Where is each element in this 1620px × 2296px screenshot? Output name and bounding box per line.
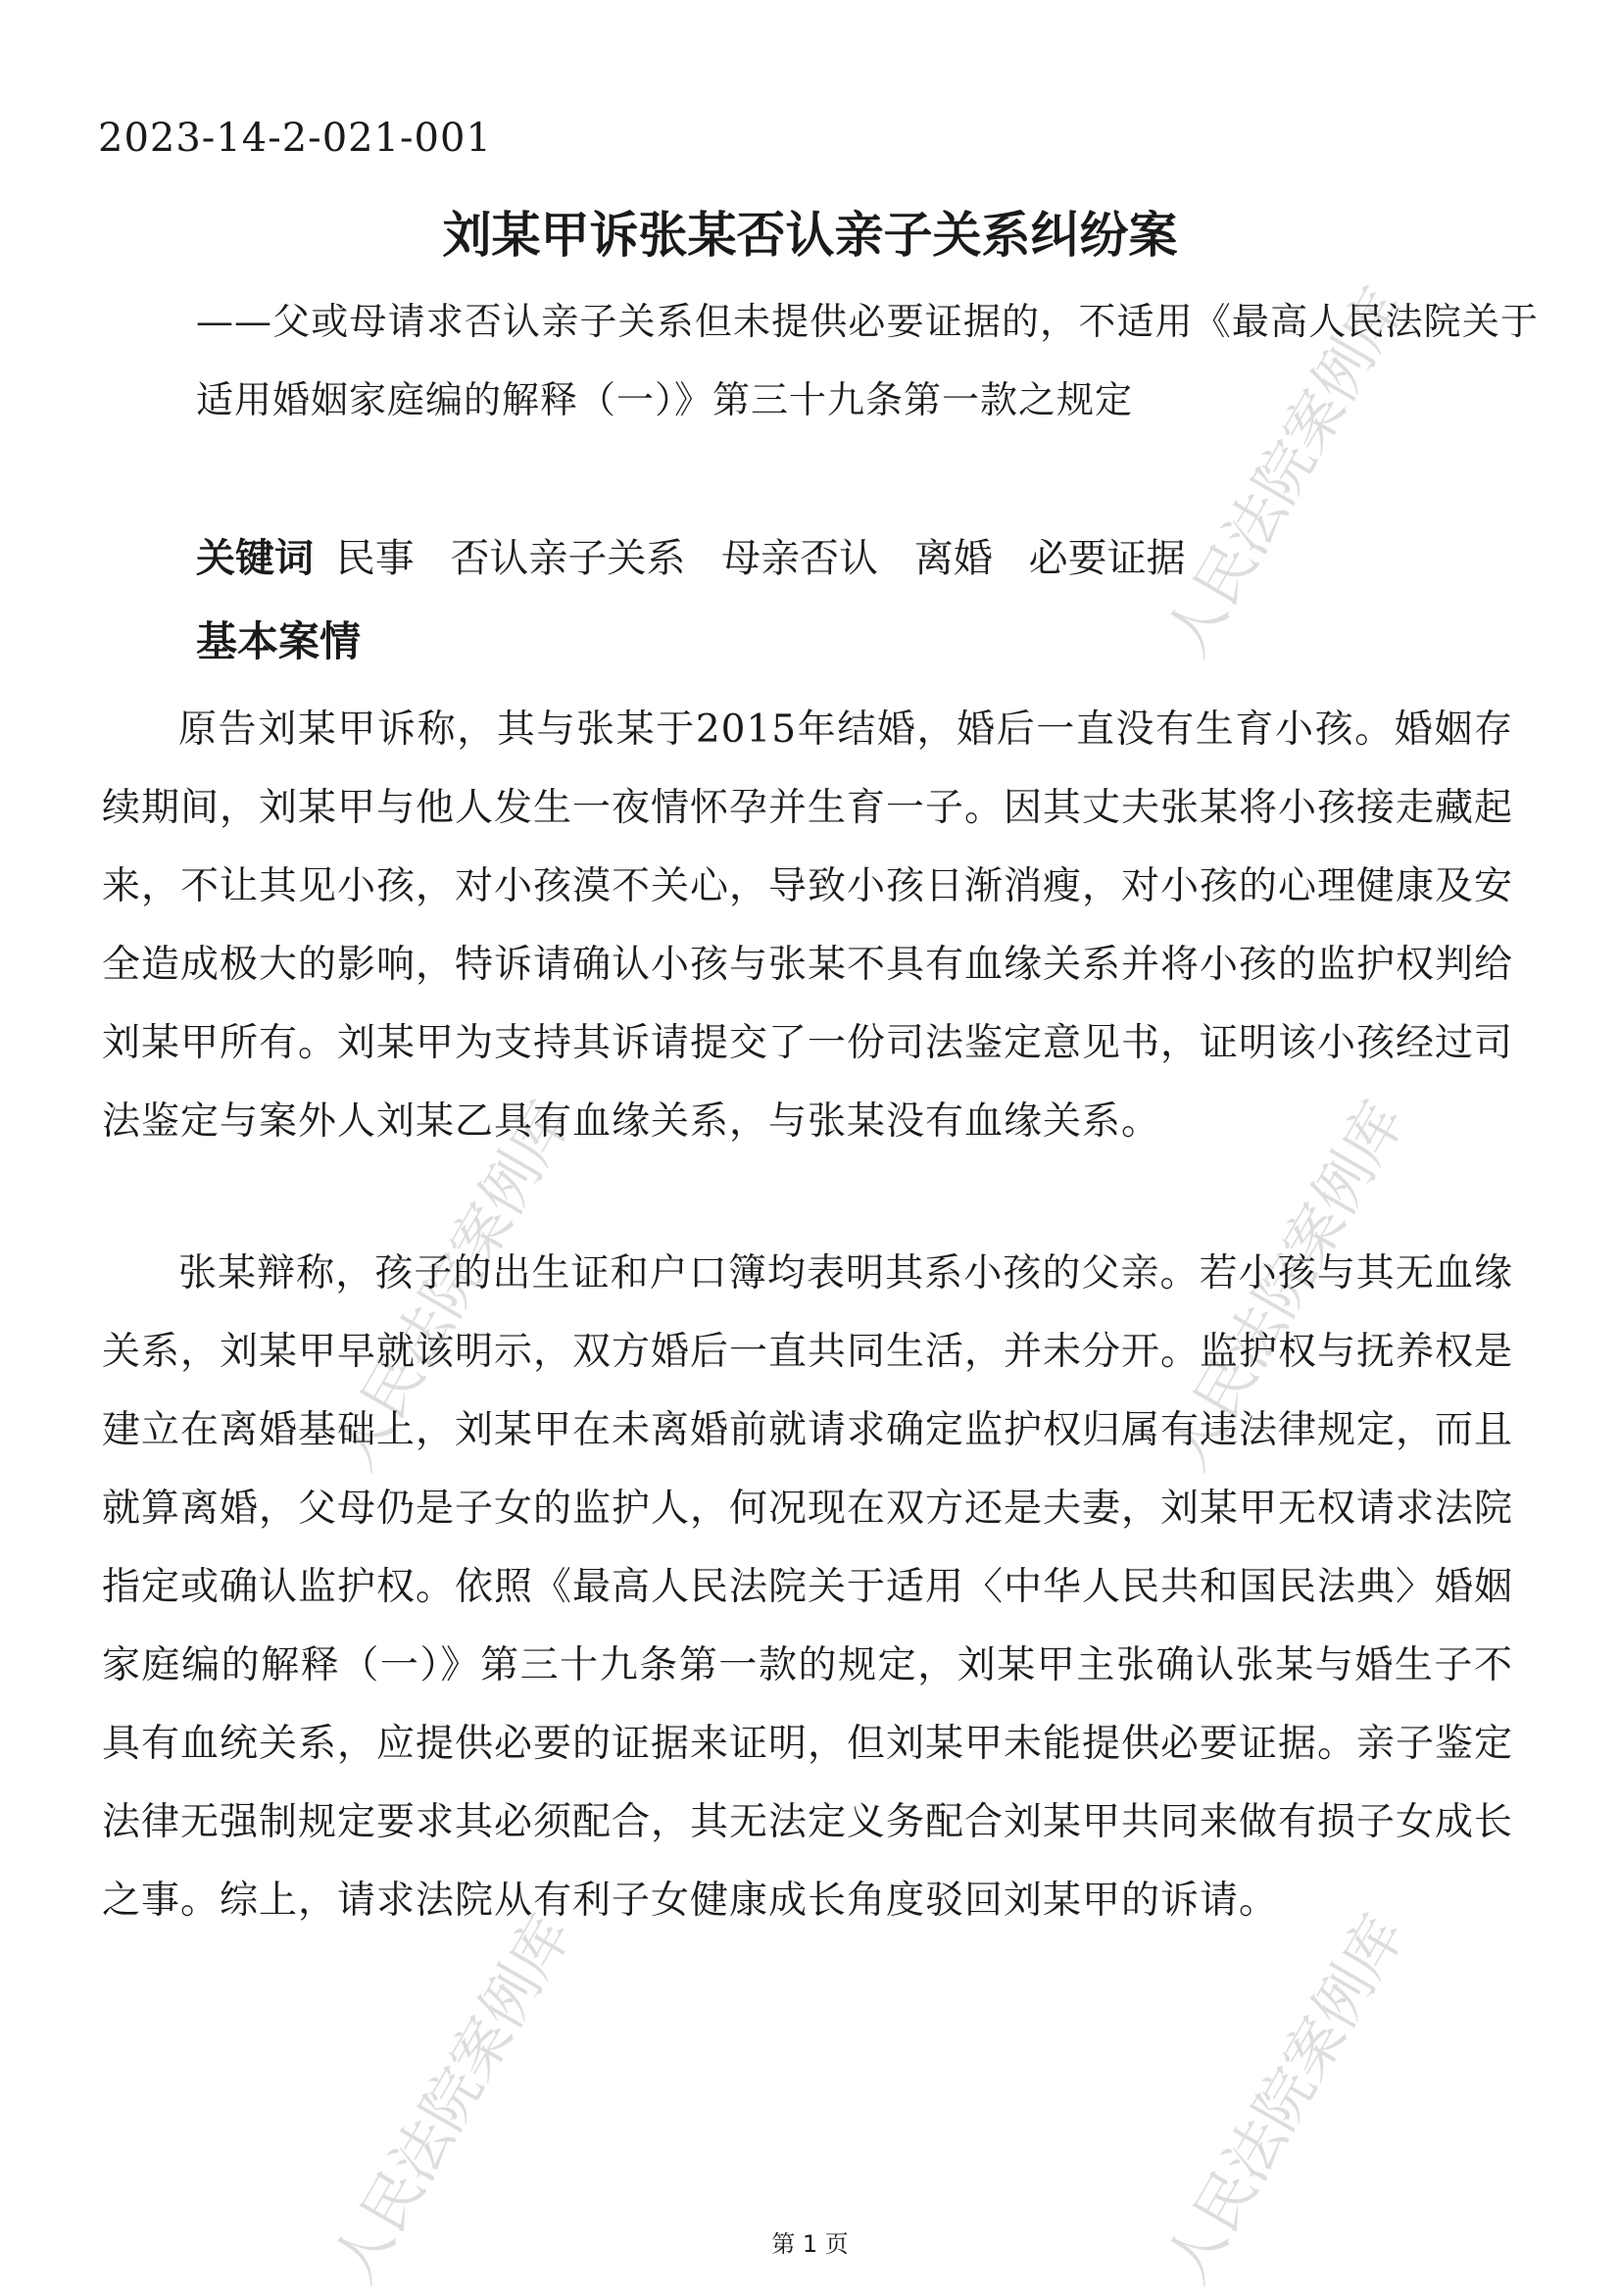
section-heading: 基本案情 [196,617,362,665]
keywords-label: 关键词 [196,536,314,581]
subtitle: ——父或母请求否认亲子关系但未提供必要证据的，不适用《最高人民法院关于适用婚姻家庭编的解释（一）》第三十九条第一款之规定 [196,300,1539,421]
keywords-line [196,524,1209,593]
page-title: 刘某甲诉张某否认亲子关系纠纷案 [442,207,1178,264]
watermark: 人民法院案例库 [1153,1903,1418,2295]
paragraph-defendant-response: 张某辩称，孩子的出生证和户口簿均表明其系小孩的父亲。若小孩与其无血缘关系，刘某甲早就该明示，双方婚后一直共同生活，并未分开。监护权与抚养权是建立在离婚基础上，刘某甲在未离婚前就请求确定监护权归属有违法律规定，而且就算离婚，父母仍是子女的监护人，何况现在双方还是夫妻，刘某甲无权请求法院指定或确认监护权。依照《最高人民法院关于适用〈中华人民共和国民法典〉婚姻家庭编的解释（一）》第三十九条第一款的规定，刘某甲主张确认张某与婚生子不具有血统关系，应提供必要的证据来证明，但刘某甲未能提供必要证据。亲子鉴定法律无强制规定要求其必须配合，其无法定义务配合刘某甲共同来做有损子女成长之事。综上，请求法院从有利子女健康成长角度驳回刘某甲的诉请。 [102,1251,1514,1923]
keyword-item: 否认亲子关系 [450,536,686,581]
watermark: 人民法院案例库 [319,1090,585,1482]
watermark: 人民法院案例库 [1153,276,1418,668]
watermark: 人民法院案例库 [319,1903,585,2295]
keyword-item: 必要证据 [1028,536,1186,581]
page-number: 第 1 页 [771,2230,849,2258]
case-number: 2023-14-2-021-001 [98,116,492,161]
keyword-item: 母亲否认 [721,536,879,581]
keyword-item: 离婚 [913,536,993,581]
keyword-item: 民事 [335,536,415,581]
watermark: 人民法院案例库 [1153,1090,1418,1482]
paragraph-plaintiff-claim: 原告刘某甲诉称，其与张某于2015年结婚，婚后一直没有生育小孩。婚姻存续期间，刘某甲与他人发生一夜情怀孕并生育一子。因其丈夫张某将小孩接走藏起来，不让其见小孩，对小孩漠不关心，导致小孩日渐消瘦，对小孩的心理健康及安全造成极大的影响，特诉请确认小孩与张某不具有血缘关系并将小孩的监护权判给刘某甲所有。刘某甲为支持其诉请提交了一份司法鉴定意见书，证明该小孩经过司法鉴定与案外人刘某乙具有血缘关系，与张某没有血缘关系。 [102,708,1514,1144]
